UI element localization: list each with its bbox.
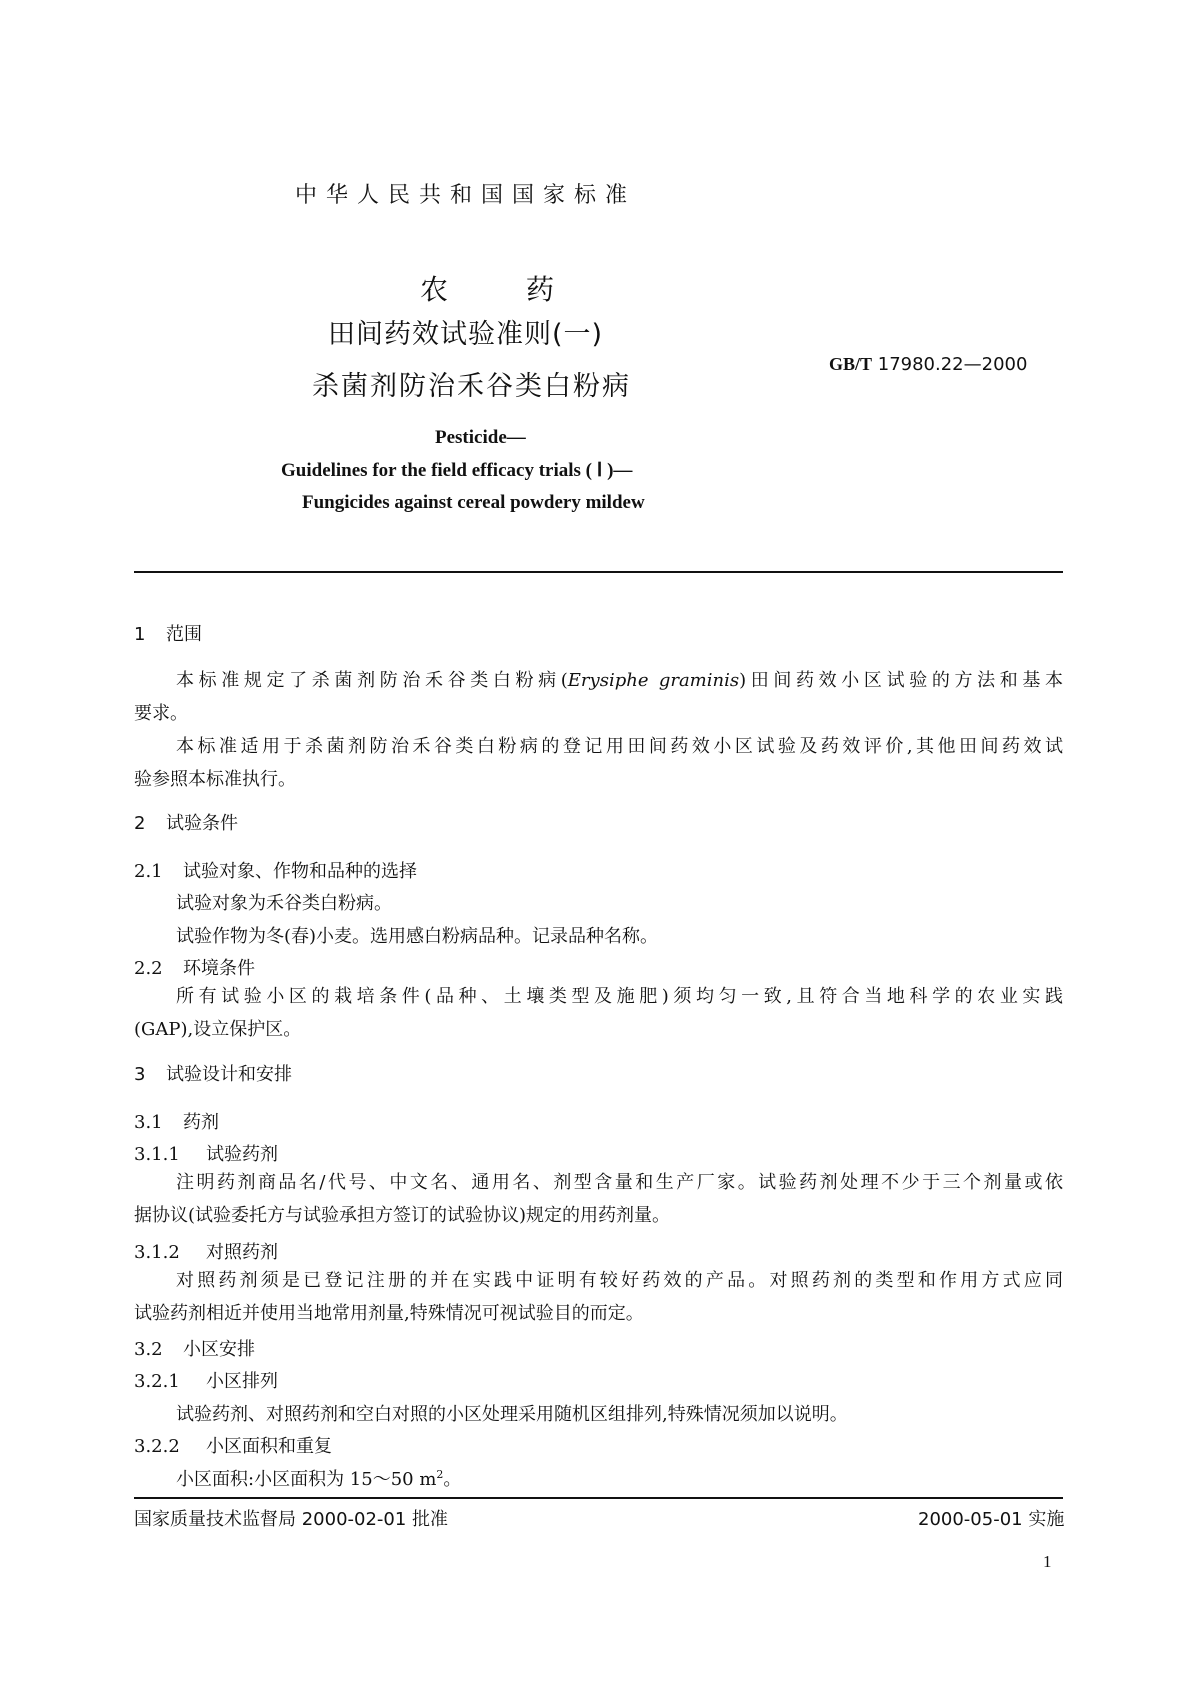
section-title: 试验条件: [166, 813, 238, 834]
approval-text: 国家质量技术监督局 2000-02-01 批准: [134, 1509, 449, 1530]
section-1-heading: [134, 620, 202, 646]
subsection-number: 3.1: [134, 1112, 163, 1133]
paragraph-continuation: 据协议(试验委托方与试验承担方签订的试验协议)规定的用药剂量。: [134, 1205, 671, 1226]
paragraph-continuation: 试验药剂相近并使用当地常用剂量,特殊情况可视试验目的而定。: [134, 1303, 644, 1324]
subsection-title: 药剂: [183, 1112, 219, 1133]
standard-code: [829, 354, 1027, 375]
paragraph-continuation: 要求。: [134, 703, 188, 724]
subsection-3-2-1-line: 试验药剂、对照药剂和空白对照的小区处理采用随机区组排列,特殊情况须加以说明。: [176, 1404, 848, 1425]
subsection-number: 2.1: [134, 861, 163, 882]
standard-code-prefix: GB/T: [829, 354, 873, 374]
english-title-line-2: Guidelines for the field efficacy trials ( Ⅰ )—: [281, 460, 633, 481]
subsection-title: 小区排列: [206, 1371, 278, 1392]
title-line-3: 杀菌剂防治禾谷类白粉病: [312, 371, 631, 402]
section-3-heading: [134, 1060, 292, 1086]
subsection-2-1-heading: [134, 857, 417, 883]
subsection-3-1-2-heading: [134, 1238, 278, 1264]
subsection-3-1-2-paragraph: [134, 1264, 1063, 1330]
text-run: 。: [443, 1469, 462, 1490]
standard-code-number: 17980.22—2000: [877, 354, 1028, 375]
subsection-3-1-heading: [134, 1108, 219, 1134]
national-standard-heading: 中华人民共和国国家标准: [295, 183, 637, 208]
subsection-3-1-1-heading: [134, 1140, 278, 1166]
subsection-title: 试验药剂: [206, 1144, 278, 1165]
section-number: 2: [134, 813, 146, 834]
title-line-1: [420, 268, 554, 308]
text-run: 小区面积:小区面积为 15～50 m: [176, 1469, 437, 1490]
page-number: 1: [1043, 1552, 1052, 1571]
text-run: )田间药效小区试验的方法和基本: [739, 670, 1063, 691]
subsection-3-2-1-heading: [134, 1367, 278, 1393]
subsection-number: 3.2.2: [134, 1436, 180, 1457]
subsection-title: 小区安排: [183, 1339, 255, 1360]
section-title: 范围: [166, 624, 202, 645]
subsection-number: 3.2.1: [134, 1371, 180, 1392]
subsection-number: 3.2: [134, 1339, 163, 1360]
subsection-2-2-paragraph: [134, 980, 1063, 1046]
subsection-2-1-line-1: 试验对象为禾谷类白粉病。: [176, 893, 392, 914]
section-2-heading: [134, 809, 238, 835]
paragraph-line: 对照药剂须是已登记注册的并在实践中证明有较好药效的产品。对照药剂的类型和作用方式应同: [176, 1270, 1063, 1291]
section-1-paragraph-1: [134, 664, 1063, 730]
latin-name: Erysiphe graminis: [567, 670, 740, 691]
subsection-3-1-1-paragraph: [134, 1166, 1063, 1232]
title-line-2: 田间药效试验准则(一): [328, 319, 604, 350]
paragraph-line: 本标准适用于杀菌剂防治禾谷类白粉病的登记用田间药效小区试验及药效评价,其他田间药效试: [176, 736, 1063, 757]
header-divider: [134, 571, 1063, 573]
subsection-number: 3.1.2: [134, 1242, 180, 1263]
subsection-title: 小区面积和重复: [206, 1436, 332, 1457]
subsection-title: 环境条件: [183, 958, 255, 979]
title-char-a: 农: [420, 273, 449, 306]
subsection-3-2-2-line: [176, 1465, 461, 1491]
subsection-title: 试验对象、作物和品种的选择: [183, 861, 417, 882]
footer-divider: [134, 1497, 1063, 1499]
english-title-line-3: Fungicides against cereal powdery mildew: [302, 492, 645, 513]
section-number: 3: [134, 1064, 146, 1085]
subsection-number: 2.2: [134, 958, 163, 979]
superscript: 2: [436, 1468, 444, 1481]
subsection-2-2-heading: [134, 954, 255, 980]
subsection-number: 3.1.1: [134, 1144, 180, 1165]
paragraph-continuation: 验参照本标准执行。: [134, 769, 296, 790]
paragraph-line: [134, 664, 1063, 697]
implementation-text: 2000-05-01 实施: [918, 1509, 1065, 1530]
paragraph-line: 所有试验小区的栽培条件(品种、土壤类型及施肥)须均匀一致,且符合当地科学的农业实践: [176, 986, 1063, 1007]
subsection-title: 对照药剂: [206, 1242, 278, 1263]
subsection-3-2-heading: [134, 1335, 255, 1361]
english-title-line-1: Pesticide—: [435, 427, 526, 448]
title-char-b: 药: [526, 273, 555, 306]
section-title: 试验设计和安排: [166, 1064, 292, 1085]
subsection-3-2-2-heading: [134, 1432, 332, 1458]
section-number: 1: [134, 624, 146, 645]
paragraph-line: 注明药剂商品名/代号、中文名、通用名、剂型含量和生产厂家。试验药剂处理不少于三个剂量或依: [176, 1172, 1063, 1193]
section-1-paragraph-2: [134, 730, 1063, 796]
paragraph-continuation: (GAP),设立保护区。: [134, 1019, 302, 1040]
text-run: 本标准规定了杀菌剂防治禾谷类白粉病(: [176, 670, 568, 691]
subsection-2-1-line-2: 试验作物为冬(春)小麦。选用感白粉病品种。记录品种名称。: [176, 926, 659, 947]
